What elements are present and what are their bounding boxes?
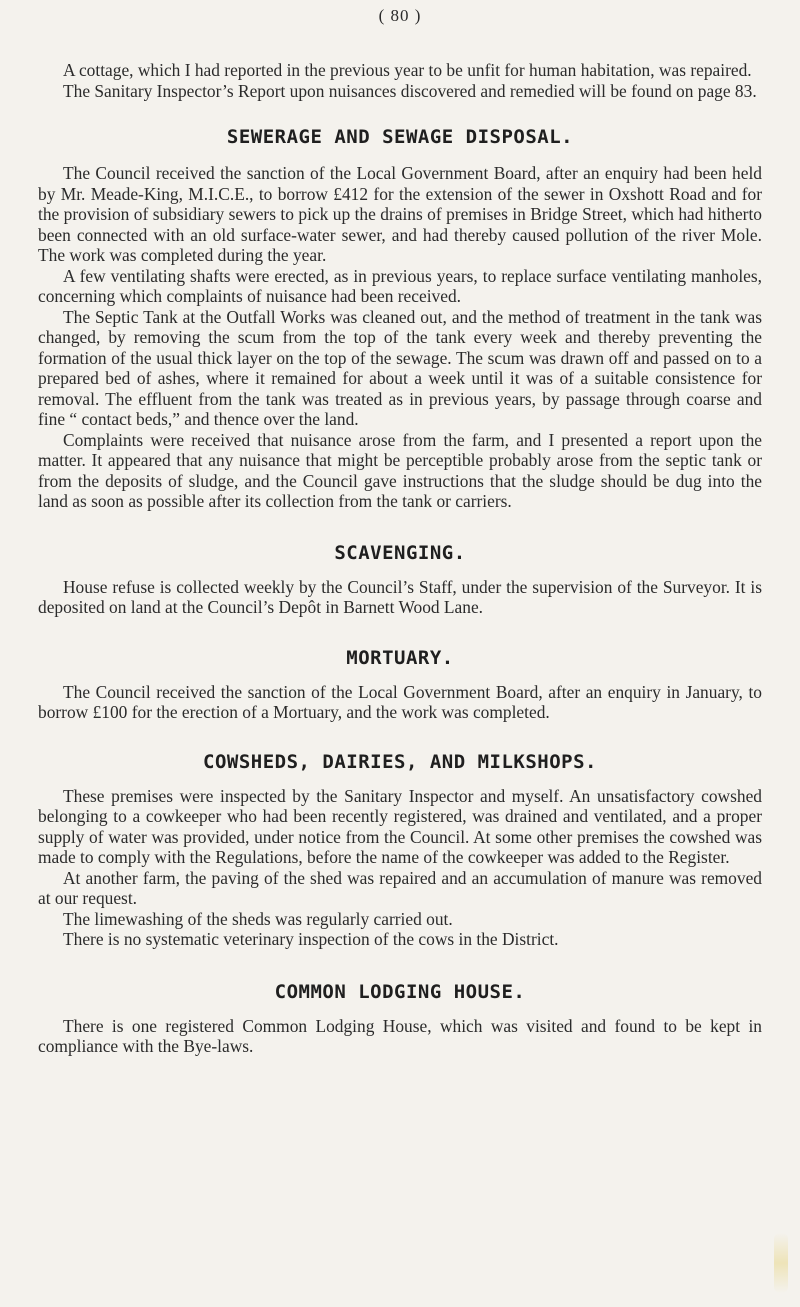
section-scavenging bbox=[38, 542, 762, 618]
section-paragraph: There is no systematic veterinary inspection of the cows in the District. bbox=[63, 929, 559, 949]
section-heading: COMMON LODGING HOUSE. bbox=[274, 980, 526, 1003]
section-sewerage bbox=[38, 126, 762, 512]
section-heading: SEWERAGE AND SEWAGE DISPOSAL. bbox=[226, 126, 574, 148]
section-heading: COWSHEDS, DAIRIES, AND MILKSHOPS. bbox=[203, 750, 597, 773]
section-paragraph: At another farm, the paving of the shed was repaired and an accumulation of manure was removed at our request. bbox=[38, 867, 762, 908]
intro-paragraph: A cottage, which I had reported in the previous year to be unfit for human habitation, was repaired. bbox=[63, 60, 752, 80]
paper-stain bbox=[774, 1233, 788, 1293]
section-paragraph: Complaints were received that nuisance arose from the farm, and I presented a report upon the matter. It appeared that any nuisance that might be perceptible probably arose from the septic tank or from the deposits of sludge, and the Council gave instructions that the sludge should be dug into the land as soon as possible after its collection from the tank or carriers. bbox=[38, 429, 762, 511]
section-heading: MORTUARY. bbox=[346, 646, 454, 669]
section-cowsheds bbox=[38, 751, 762, 950]
section-paragraph: The Septic Tank at the Outfall Works was cleaned out, and the method of treatment in the tank was changed, by removing the scum from the top of the tank every week and thereby preventing the formation of the usual thick layer on the top of the sewage. The scum was drawn off and passed on to a prepared bed of ashes, where it remained for about a week until it was of a suitable consistence for removal. The effluent from the tank was treated as in previous years, by passage through coarse and fine “ contact beds,” and thence over the land. bbox=[38, 306, 762, 429]
page-number: ( 80 ) bbox=[378, 6, 422, 25]
section-heading: SCAVENGING. bbox=[334, 541, 466, 564]
section-paragraph: The Council received the sanction of the Local Government Board, after an enquiry had been held by Mr. Meade-King, M.I.C.E., to borrow £412 for the extension of the sewer in Oxshott Road and for the provision of subsidiary sewers to pick up the drains of premises in Bridge Street, which had hitherto been connected with an old surface-water sewer, and had thereby caused pollution of the river Mole. The work was completed during the year. bbox=[38, 163, 762, 265]
section-paragraph: The limewashing of the sheds was regularly carried out. bbox=[63, 908, 453, 929]
section-paragraph: There is one registered Common Lodging House, which was visited and found to be kept in compliance with the Bye-laws. bbox=[38, 1015, 762, 1056]
intro-paragraph: The Sanitary Inspector’s Report upon nuisances discovered and remedied will be found on page 83. bbox=[63, 80, 757, 101]
section-mortuary bbox=[38, 647, 762, 723]
section-paragraph: House refuse is collected weekly by the Council’s Staff, under the supervision of the Surveyor. It is deposited on land at the Council’s Depôt in Barnett Wood Lane. bbox=[38, 576, 762, 617]
section-lodging-house bbox=[38, 981, 762, 1057]
section-paragraph: The Council received the sanction of the Local Government Board, after an enquiry in January, to borrow £100 for the erection of a Mortuary, and the work was completed. bbox=[38, 681, 762, 722]
section-paragraph: A few ventilating shafts were erected, as in previous years, to replace surface ventilating manholes, concerning which complaints of nuisance had been received. bbox=[38, 265, 762, 306]
section-paragraph: These premises were inspected by the Sanitary Inspector and myself. An unsatisfactory cowshed belonging to a cowkeeper who had been recently registered, was drained and ventilated, and a proper supply of water was provided, under notice from the Council. At some other premises the cowshed was made to comply with the Regulations, before the name of the cowkeeper was added to the Register. bbox=[38, 785, 762, 867]
